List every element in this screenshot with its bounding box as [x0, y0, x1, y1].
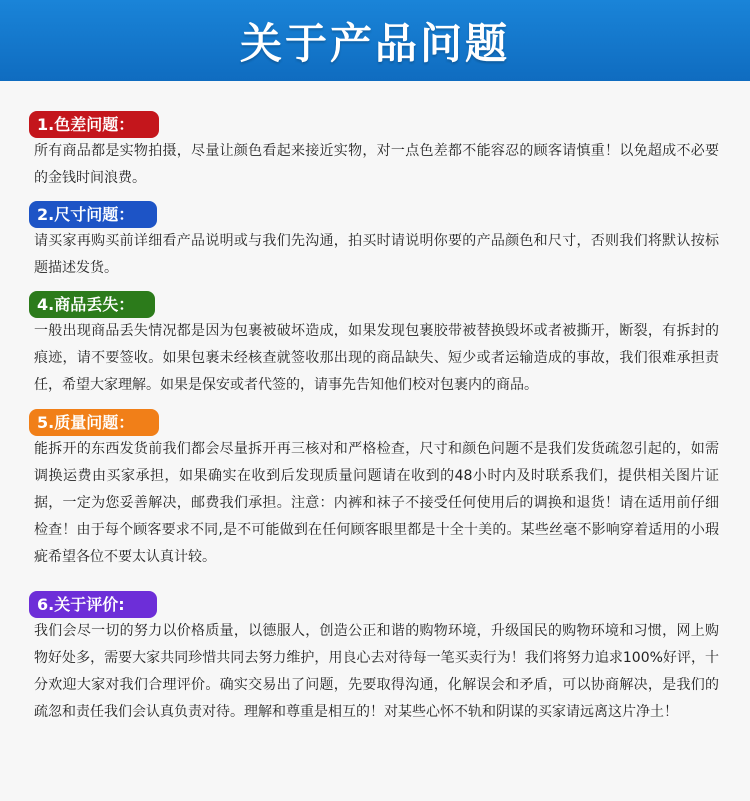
section-text-lost-goods: 一般出现商品丢失情况都是因为包裹被破坏造成，如果发现包裹胶带被替换毁坏或者被撕开，断裂，有拆封的痕迹，请不要签收。如果包裹未经核查就签收那出现的商品缺失、短少或者运输造成的事故，我们很难承担责任，希望大家理解。如果是保安或者代签的，请事先告知他们校对包裹内的商品。 [34, 323, 719, 393]
section-badge-size: 2.尺寸问题： [29, 201, 157, 228]
section-lost-goods [29, 291, 719, 399]
section-text-reviews: 我们会尽一切的努力以价格质量，以德服人，创造公正和谐的购物环境，升级国民的购物环境和习惯，网上购物好处多，需要大家共同珍惜共同去努力维护，用良心去对待每一笔买卖行为！我们将努力追求100%好评，十分欢迎大家对我们合理评价。确实交易出了问题，先要取得沟通，化解误会和矛盾，可以协商解决，是我们的疏忽和责任我们会认真负责对待。理解和尊重是相互的！对某些心怀不轨和阴谋的买家请远离这片净土！ [34, 623, 719, 720]
section-size [29, 201, 719, 282]
section-badge-quality: 5.质量问题： [29, 409, 159, 436]
content-area [0, 81, 750, 801]
section-quality [29, 409, 719, 571]
section-text-color-difference: 所有商品都是实物拍摄，尽量让颜色看起来接近实物，对一点色差都不能容忍的顾客请慎重！以免超成不必要的金钱时间浪费。 [34, 143, 719, 186]
section-color-difference [29, 111, 719, 192]
section-badge-lost-goods: 4.商品丢失： [29, 291, 155, 318]
section-text-size: 请买家再购买前详细看产品说明或与我们先沟通，拍买时请说明你要的产品颜色和尺寸，否则我们将默认按标题描述发货。 [34, 233, 719, 276]
section-badge-reviews: 6.关于评价: [29, 591, 157, 618]
section-badge-color-difference: 1.色差问题： [29, 111, 159, 138]
section-text-quality: 能拆开的东西发货前我们都会尽量拆开再三核对和严格检查，尺寸和颜色问题不是我们发货疏忽引起的，如需调换运费由买家承担，如果确实在收到后发现质量问题请在收到的48小时内及时联系我们，提供相关图片证据，一定为您妥善解决，邮费我们承担。注意：内裤和袜子不接受任何使用后的调换和退货！请在适用前仔细检查！由于每个顾客要求不同,是不可能做到在任何顾客眼里都是十全十美的。某些丝毫不影响穿着适用的小瑕疵希望各位不要太认真计较。 [34, 441, 719, 565]
page-header [0, 0, 750, 81]
section-reviews [29, 591, 719, 726]
page-title: 关于产品问题 [239, 18, 510, 68]
